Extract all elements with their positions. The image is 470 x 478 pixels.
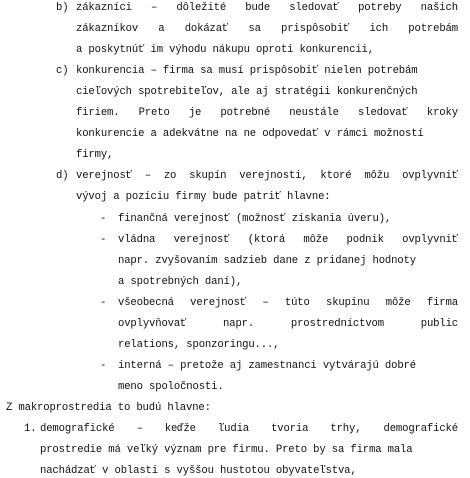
text-line: vývoj a pozíciu firmy bude patriť hlavne:	[76, 191, 331, 203]
list-marker-c: c)	[56, 65, 69, 77]
list-marker-b: b)	[56, 2, 69, 14]
text-line: nachádzať v oblasti s vyššou hustotou obyvateľstva,	[40, 465, 357, 477]
text-line: demografické – keďže ľudia tvoria trhy, demografické	[40, 423, 458, 435]
text-line: verejnosť – zo skupín verejnosti, ktoré môžu ovplyvniť	[76, 170, 458, 182]
text-line: finančná verejnosť (možnosť získania úveru),	[118, 213, 392, 225]
text-line: ovplyvňovať napr. prostredníctvom public	[118, 318, 458, 330]
section-heading: Z makroprostredia to budú hlavne:	[6, 402, 211, 414]
text-line: zákazníkov a dokázať sa prispôsobiť ich potrebám	[76, 23, 458, 35]
text-line: firmy,	[76, 149, 114, 161]
dash-marker: -	[100, 213, 107, 225]
text-line: napr. zvyšovaním sadzieb dane z pridanej hodnoty	[118, 255, 416, 267]
text-line: konkurencie a adekvátne na ne odpovedať v rámci možností	[76, 128, 424, 140]
dash-marker: -	[100, 297, 107, 309]
text-line: interná – pretože aj zamestnanci vytvárajú dobré	[118, 360, 416, 372]
text-line: konkurencia – firma sa musí prispôsobiť nielen potrebám	[76, 65, 418, 77]
text-line: a spotrebných daní),	[118, 276, 243, 288]
text-line: zákazníci – dôležité bude sledovať potreby našich	[76, 2, 458, 14]
text-line: všeobecná verejnosť – túto skupinu môže firma	[118, 297, 458, 309]
dash-marker: -	[100, 360, 107, 372]
text-line: relations, sponzoringu...,	[118, 339, 280, 351]
text-line: meno spoločnosti.	[118, 381, 224, 393]
dash-marker: -	[100, 234, 107, 246]
text-line: prostredie má veľký význam pre firmu. Preto by sa firma mala	[40, 444, 413, 456]
text-line: firiem. Preto je potrebné neustále sledovať kroky	[76, 107, 458, 119]
text-line: cieľových spotrebiteľov, ale aj stratégii konkurenčných	[76, 86, 418, 98]
list-marker-d: d)	[56, 170, 69, 182]
list-marker-1: 1.	[24, 423, 37, 435]
text-line: a poskytnúť im výhodu nákupu oproti konkurencii,	[76, 44, 374, 56]
text-line: vládna verejnosť (ktorá môže podnik ovplyvniť	[118, 234, 458, 246]
